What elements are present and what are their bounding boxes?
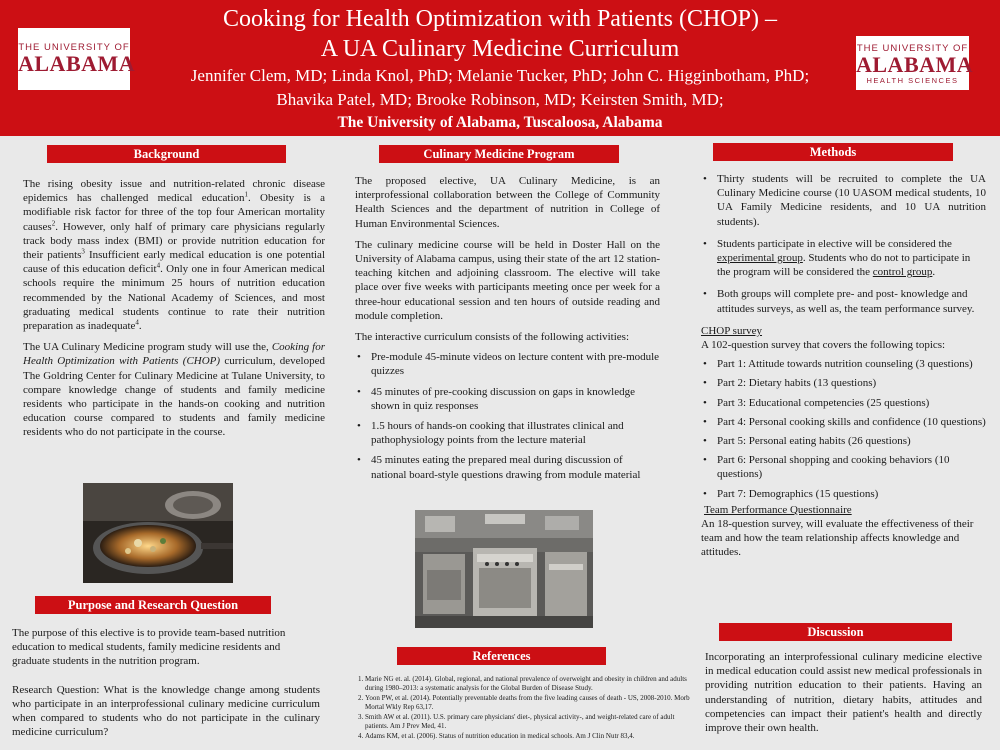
poster-header (0, 0, 1000, 136)
background-text (23, 177, 325, 440)
logo-left-line1: THE UNIVERSITY OF (18, 42, 130, 53)
bg-text: The UA Culinary Medicine program study will use the, (23, 341, 272, 354)
citation: 1 (244, 190, 249, 199)
bg-text: The rising obesity issue and nutrition-related chronic disease epidemics has challenged medical education (23, 178, 325, 205)
authors-line1: Jennifer Clem, MD; Linda Knol, PhD; Melanie Tucker, PhD; John C. Higginbotham, PhD; (190, 66, 810, 85)
discussion-heading: Discussion (719, 623, 952, 641)
list-item: • 45 minutes eating the prepared meal during discussion of national board-style questions drawing from module material (355, 453, 660, 481)
list-item: • 45 minutes of pre-cooking discussion on gaps in knowledge shown in quiz responses (355, 385, 660, 413)
list-item: • Part 7: Demographics (15 questions) (701, 487, 986, 501)
citation: 4 (135, 318, 139, 327)
bg-text: . (138, 320, 142, 333)
methods-text-span: Students participate in elective will be considered the (717, 237, 952, 250)
background-heading: Background (47, 145, 286, 163)
purpose-text (12, 626, 320, 739)
purpose-paragraph-1: The purpose of this elective is to provide team-based nutrition education to medical students, family medicine residents and graduate students in the nutrition program. (12, 627, 286, 668)
citation: 4 (156, 261, 161, 270)
research-question: Research Question: What is the knowledge change among students who participate in an interprofessional culinary medicine curriculum when compared to students who do not participate in the culinary medicine curriculum? (12, 683, 320, 739)
list-item: • Part 2: Dietary habits (13 questions) (701, 376, 986, 390)
background-paragraph-2 (23, 340, 325, 439)
bg-text: . Only one in four American medical schools require the minimum 25 hours of nutrition education recommended by the National Academy of Sciences, and most graduating medical students continue to rate their nutrition preparation as inadequate (23, 263, 326, 333)
list-item: • Part 5: Personal eating habits (26 questions) (701, 434, 986, 448)
team-performance-text: An 18-question survey, will evaluate the effectiveness of their team and how the team relationship affects knowledge and attitudes. (701, 518, 974, 559)
references-heading: References (397, 647, 606, 665)
program-paragraph-2: The culinary medicine course will be held in Doster Hall on the University of Alabama campus, using their state of the art 12 station-teaching kitchen and adjoining classroom. The elective will take place over five weeks with participants meeting once per week for a three-hour educational session and ten hours of outside reading and module completion. (355, 238, 660, 322)
references-list (353, 675, 693, 742)
reference-item: 4. Adams KM, et al. (2006). Status of nutrition education in medical schools. Am J Clin Nutr 83,4. (365, 732, 693, 741)
logo-right-line1: THE UNIVERSITY OF (856, 43, 969, 54)
list-item: • Thirty students will be recruited to complete the UA Culinary Medicine course (10 UASOM medical students, 10 UA Family Medicine residents, and 10 UA nutrition students). (701, 172, 986, 229)
methods-text-span: . (932, 266, 936, 279)
program-text (355, 174, 660, 488)
methods-list (701, 172, 986, 316)
purpose-heading: Purpose and Research Question (35, 596, 271, 614)
poster-title-line2: A UA Culinary Medicine Curriculum (320, 36, 680, 62)
logo-right-line3: HEALTH SCIENCES (866, 76, 959, 85)
bg-text: Insufficient early medical education is one potential cause of this education deficit (23, 249, 325, 276)
bg-text: . Obesity is a modifiable risk factor for three of the top four American mortality causes (23, 192, 325, 233)
ua-logo-left (18, 28, 136, 90)
list-item: • Part 3: Educational competencies (25 questions) (701, 396, 986, 410)
background-paragraph-1 (23, 177, 325, 333)
authors-line2: Bhavika Patel, MD; Brooke Robinson, MD; Keirsten Smith, MD; (276, 90, 724, 109)
experimental-group-term: experimental group (717, 252, 803, 265)
program-paragraph-3: The interactive curriculum consists of the following activities: (355, 331, 630, 344)
logo-left-line2: ALABAMA (18, 51, 136, 76)
list-item: • Part 6: Personal shopping and cooking behaviors (10 questions) (701, 453, 986, 481)
citation: 2 (51, 218, 56, 227)
list-item (701, 237, 986, 280)
bg-text-italic: Cooking for Health Optimization with Patients (CHOP) (23, 341, 325, 368)
cooking-pan-photo (83, 483, 233, 583)
reference-item: 2. Yoon PW, et al. (2014). Potentially preventable deaths from the five leading causes of death - US, 2008-2010. Morb Mortal Wkly Rep 63,17. (365, 694, 693, 712)
bg-text: curriculum, developed The Goldring Center for Culinary Medicine at Tulane University, to compare knowledge change of students and family medicine residents who participate in the hands-on cooking and nutrition education course compared to students and family medicine residents who do not participate in the course. (23, 355, 325, 439)
control-group-term: control group (872, 266, 933, 279)
affiliation: The University of Alabama, Tuscaloosa, Alabama (337, 114, 663, 131)
discussion-text: Incorporating an interprofessional culinary medicine elective in medical education could assist new medical professionals in providing nutrition education to their patients. Having an understanding of nutrition, dietary habits, attitudes and competencies can impact their patient's health and directly improve their own health. (705, 651, 982, 735)
logo-right-line2: ALABAMA (856, 52, 974, 77)
chop-survey-intro: A 102-question survey that covers the following topics: (701, 339, 946, 352)
bg-text: . However, only half of primary care physicians regularly track body mass index (BMI) or provide nutrition education for their patients (23, 220, 325, 262)
methods-text (701, 172, 986, 560)
methods-text-span: . Students who do not to participate in the program will be considered the (717, 252, 971, 279)
reference-item: 1. Marie NG et. al. (2014). Global, regional, and national prevalence of overweight and obesity in children and adults during 1980–2013: a systematic analysis for the Global Burden of Disease Study. (365, 675, 693, 693)
program-paragraph-1: The proposed elective, UA Culinary Medicine, is an interprofessional collaboration between the College of Community Health Sciences and the department of nutrition in College of Human Environmental Sciences. (355, 175, 660, 230)
survey-parts-list (701, 357, 986, 501)
teaching-kitchen-photo (415, 510, 593, 628)
ua-health-sciences-logo (856, 36, 974, 90)
citation: 3 (81, 247, 85, 256)
list-item: • Part 1: Attitude towards nutrition counseling (3 questions) (701, 357, 986, 371)
list-item: • Pre-module 45-minute videos on lecture content with pre-module quizzes (355, 350, 660, 378)
activities-list (355, 350, 660, 482)
methods-heading: Methods (713, 143, 953, 161)
chop-survey-title: CHOP survey (701, 324, 763, 337)
list-item: • Part 4: Personal cooking skills and confidence (10 questions) (701, 415, 986, 429)
team-performance-title: Team Performance Questionnaire (704, 503, 852, 516)
poster-title-line1: Cooking for Health Optimization with Patients (CHOP) – (223, 6, 777, 32)
list-item: • Both groups will complete pre- and post- knowledge and attitudes surveys, as well as, the team performance survey. (701, 287, 986, 315)
reference-item: 3. Smith AW et al. (2011). U.S. primary care physicians' diet-, physical activity-, and weight-related care of adult patients. Am J Prev Med, 41. (365, 713, 693, 731)
program-heading: Culinary Medicine Program (379, 145, 619, 163)
list-item: • 1.5 hours of hands-on cooking that illustrates clinical and pathophysiology points from the lecture material (355, 419, 660, 447)
